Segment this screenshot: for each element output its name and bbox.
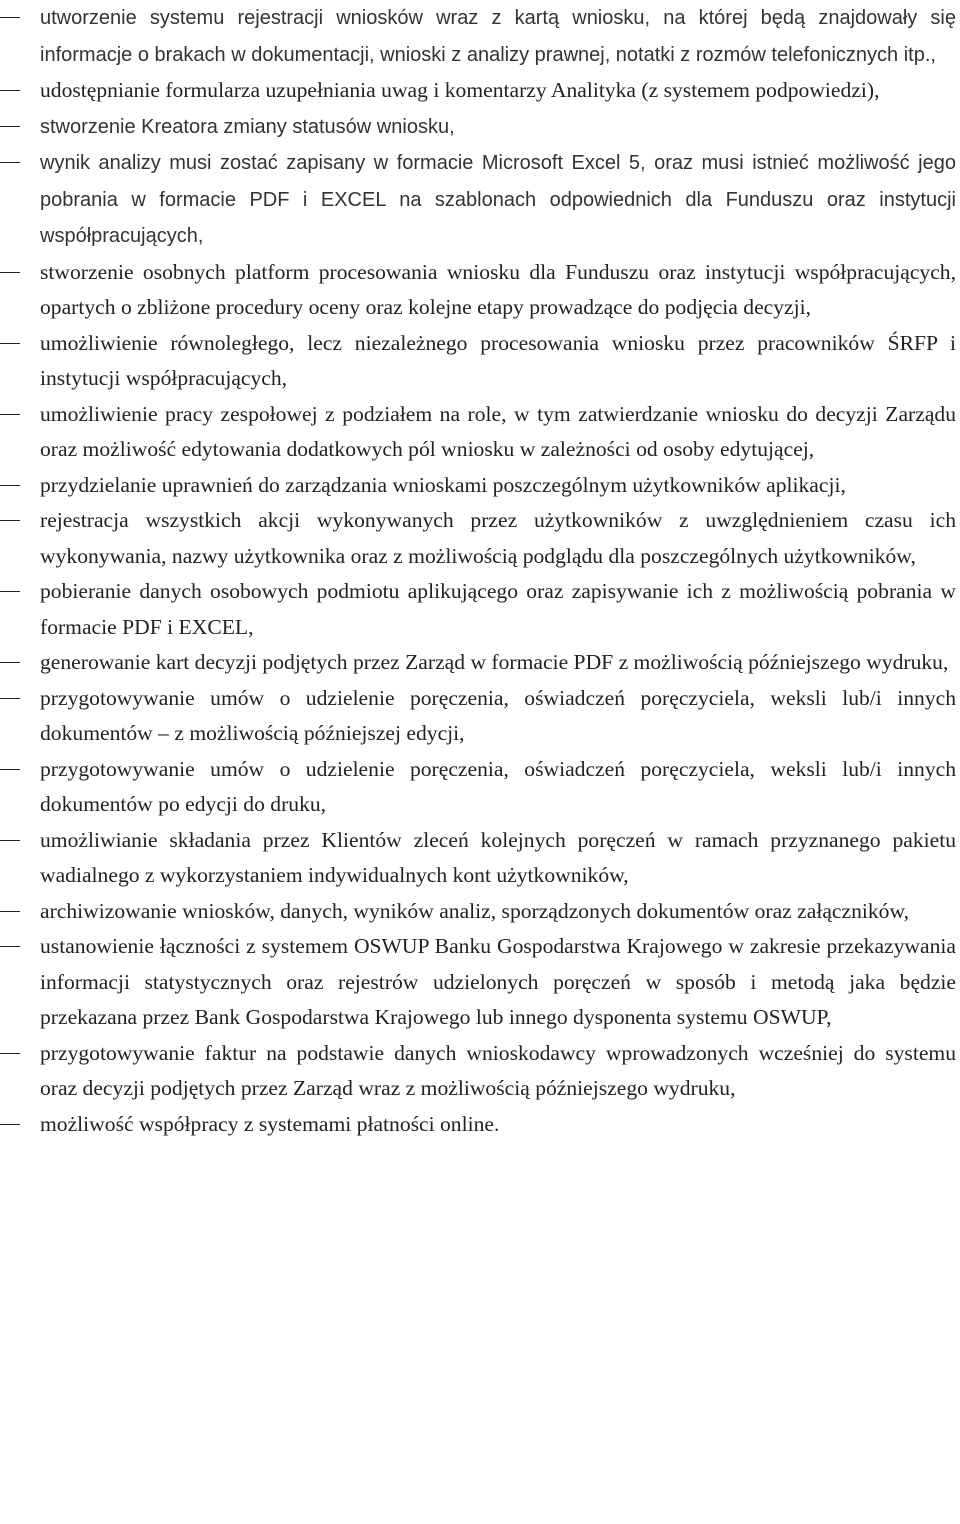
list-item-text: rejestracja wszystkich akcji wykonywanych przez użytkowników z uwzględnieniem czasu ich wykonywania, nazwy użytkownika oraz z możliwością podglądu dla poszczególnych użytkowników, [40,508,956,568]
dash-bullet-icon [0,1053,20,1054]
list-item [0,0,956,73]
dash-bullet-icon [0,911,20,912]
list-item [0,326,956,397]
list-item-text: udostępnianie formularza uzupełniania uwag i komentarzy Analityka (z systemem podpowiedzi), [40,78,880,102]
dash-bullet-icon [0,840,20,841]
dash-bullet-icon [0,698,20,699]
dash-bullet-icon [0,17,20,18]
list-item [0,645,956,681]
list-item [0,574,956,645]
list-item-text: generowanie kart decyzji podjętych przez Zarząd w formacie PDF z możliwością późniejszego wydruku, [40,650,949,674]
dash-bullet-icon [0,272,20,273]
list-item [0,894,956,930]
list-item [0,681,956,752]
list-item [0,752,956,823]
list-item-text: umożliwienie pracy zespołowej z podziałem na role, w tym zatwierdzanie wniosku do decyzji Zarządu oraz możliwość edytowania dodatkowych pól wniosku w zależności od osoby edytującej, [40,401,956,461]
list-item-text: przygotowywanie faktur na podstawie danych wnioskodawcy wprowadzonych wcześniej do systemu oraz decyzji podjętych przez Zarząd wraz z możliwością późniejszego wydruku, [40,1040,956,1100]
list-item-text: przydzielanie uprawnień do zarządzania wnioskami poszczególnym użytkowników aplikacji, [40,472,846,497]
dash-bullet-icon [0,662,20,663]
dash-bullet-icon [0,591,20,592]
list-item [0,145,956,255]
list-item-text: ustanowienie łączności z systemem OSWUP Banku Gospodarstwa Krajowego w zakresie przekazywania informacji statystycznych oraz rejestrów udzielonych poręczeń w sposób i metodą jaka będzie przekazana przez Bank Gospodarstwa Krajowego lub innego dysponenta systemu OSWUP, [40,934,956,1029]
list-item-text: wynik analizy musi zostać zapisany w formacie Microsoft Excel 5, oraz musi istnieć możliwość jego pobrania w formacie PDF i EXCEL na szablonach odpowiednich dla Funduszu oraz instytucji współpracujących, [40,152,956,247]
list-item-text: archiwizowanie wniosków, danych, wyników analiz, sporządzonych dokumentów oraz załączników, [40,898,910,923]
list-item-text: stworzenie Kreatora zmiany statusów wniosku, [40,115,455,138]
dash-bullet-icon [0,414,20,415]
dash-bullet-icon [0,343,20,344]
list-item-text: możliwość współpracy z systemami płatności online. [40,1111,500,1136]
list-item-text: pobieranie danych osobowych podmiotu aplikującego oraz zapisywanie ich z możliwością pobrania w formacie PDF i EXCEL, [40,579,956,639]
dash-bullet-icon [0,126,20,127]
list-item [0,255,956,326]
list-item-text: utworzenie systemu rejestracji wniosków wraz z kartą wniosku, na której będą znajdowały się informacje o brakach w dokumentacji, wnioski z analizy prawnej, notatki z rozmów telefonicznych itp., [40,7,956,66]
dash-bullet-icon [0,1124,20,1125]
dash-bullet-icon [0,769,20,770]
list-item [0,1107,956,1143]
list-item-text: umożliwianie składania przez Klientów zleceń kolejnych poręczeń w ramach przyznanego pakietu wadialnego z wykorzystaniem indywidualnych kont użytkowników, [40,827,956,887]
list-item-text: umożliwienie równoległego, lecz niezależnego procesowania wniosku przez pracowników ŚRFP i instytucji współpracujących, [40,330,956,390]
list-item [0,397,956,468]
list-item [0,468,956,504]
dash-bullet-icon [0,520,20,521]
list-item [0,929,956,1036]
list-item [0,503,956,574]
list-item [0,1036,956,1107]
list-item-text: przygotowywanie umów o udzielenie poręczenia, oświadczeń poręczyciela, weksli lub/i innych dokumentów po edycji do druku, [40,756,956,816]
dash-bullet-icon [0,485,20,486]
dash-bullet-icon [0,162,20,163]
list-item [0,73,956,109]
dash-bullet-icon [0,946,20,947]
list-item [0,823,956,894]
list-item-text: stworzenie osobnych platform procesowania wniosku dla Funduszu oraz instytucji współpracujących, opartych o zbliżone procedury oceny oraz kolejne etapy prowadzące do podjęcia decyzji, [40,259,956,319]
list-item-text: przygotowywanie umów o udzielenie poręczenia, oświadczeń poręczyciela, weksli lub/i innych dokumentów – z możliwością późniejszej edycji, [40,685,956,745]
dash-bullet-icon [0,90,20,91]
list-item [0,109,956,146]
